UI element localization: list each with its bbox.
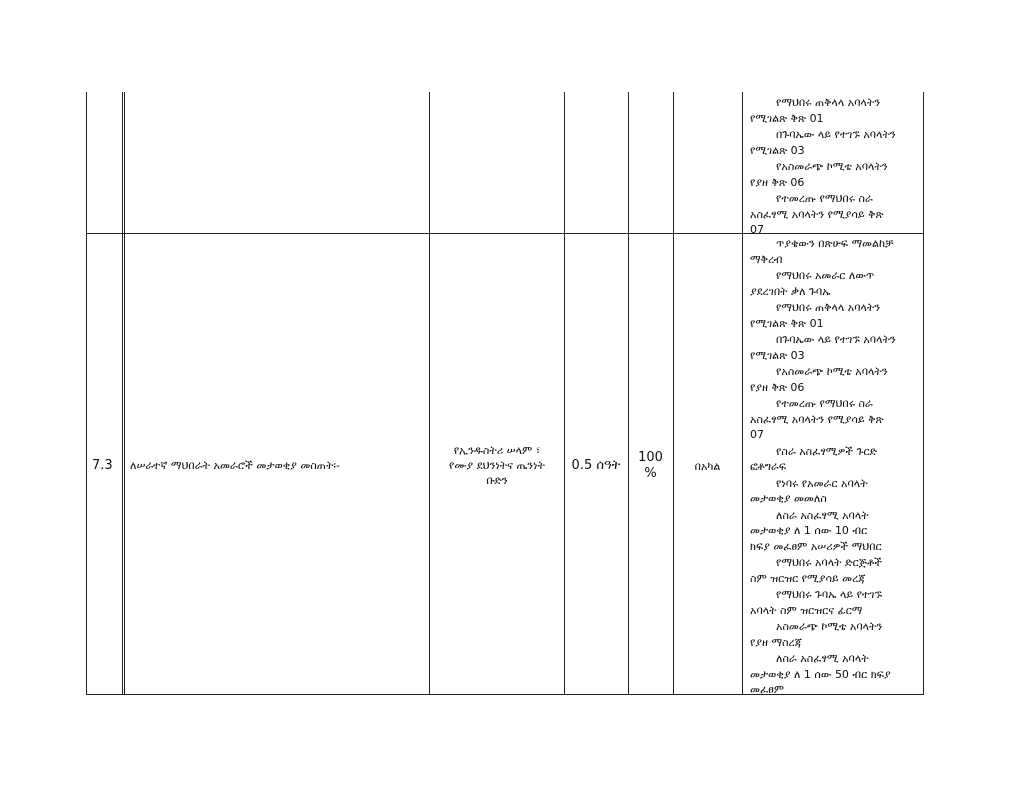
document-line: የተመረጡ የማህበሩ ስራ bbox=[776, 192, 873, 205]
document-line: የማህበሩ ጉባኤ ላይ የተገኙ bbox=[776, 588, 882, 601]
document-item bbox=[750, 508, 922, 555]
document-item bbox=[750, 444, 922, 475]
row-2-responsible bbox=[430, 443, 564, 488]
document-line: መታወቂያ ለ 1 ሰው 50 ብር ክፍያ bbox=[750, 667, 891, 681]
document-line: ክፍያ መፈፀም አሠሪዎች ማህበር bbox=[750, 539, 882, 553]
document-line: መታወቂያ ለ 1 ሰው 10 ብር bbox=[750, 524, 868, 537]
document-item bbox=[750, 619, 922, 650]
document-line: የሚገልጽ ቅጽ 01 bbox=[750, 111, 824, 125]
document-line: 07 bbox=[750, 428, 764, 441]
document-item bbox=[750, 396, 922, 443]
table-col-divider bbox=[124, 92, 125, 695]
document-line: የነባሩ የአመራር አባላት bbox=[776, 476, 868, 490]
table-col-divider bbox=[429, 92, 430, 695]
document-line: የስራ አስፈፃሚዎች ጉርድ bbox=[776, 444, 878, 458]
document-item bbox=[750, 364, 922, 395]
table-border-left bbox=[86, 92, 87, 695]
document-line: የአስመራጭ ኮሚቴ አባላትን bbox=[776, 365, 888, 378]
document-item bbox=[750, 95, 922, 126]
document-line: አስፈፃሚ አባላትን የሚያሳይ ቅጽ bbox=[750, 207, 884, 221]
document-item bbox=[750, 332, 922, 363]
table-border-right bbox=[923, 92, 924, 695]
row-1-documents bbox=[750, 95, 922, 239]
table-col-divider bbox=[742, 92, 743, 695]
row-2-location: በአካል bbox=[694, 460, 721, 473]
row-2-time: 0.5 ሰዓት bbox=[571, 458, 621, 473]
document-line: ያደረገበት ቃለ ጉባኤ bbox=[750, 284, 831, 298]
document-line: የያዘ ቅጽ 06 bbox=[750, 175, 805, 189]
document-line: የማህበሩ ጠቅላላ አባላትን bbox=[776, 301, 881, 314]
document-line: አባላት ስም ዝርዝርና ፊርማ bbox=[750, 603, 863, 617]
document-item bbox=[750, 159, 922, 190]
document-item bbox=[750, 555, 922, 586]
document-line: የሚገልጽ ቅጽ 01 bbox=[750, 316, 824, 330]
row-2-documents bbox=[750, 236, 922, 699]
document-line: መታወቂያ መመለስ bbox=[750, 492, 827, 505]
document-line: ለስራ አስፈፃሚ አባላት bbox=[776, 508, 869, 522]
document-line: የያዘ ቅጽ 06 bbox=[750, 380, 805, 394]
table-col-divider bbox=[673, 92, 674, 695]
document-line: ማቅረብ bbox=[750, 252, 783, 266]
document-line: ጥያቄውን በጽሁፍ ማመልከቻ bbox=[776, 237, 894, 250]
table-col-divider bbox=[564, 92, 565, 695]
document-line: ለስራ አስፈፃሚ አባላት bbox=[776, 652, 869, 665]
document-line: በጉባኤው ላይ የተገኙ አባላትን bbox=[776, 128, 896, 141]
document-line: መፈፀም bbox=[750, 683, 784, 696]
document-line: አስፈፃሚ አባላትን የሚያሳይ ቅጽ bbox=[750, 412, 884, 426]
document-line: የማህበሩ ጠቅላላ አባላትን bbox=[776, 96, 881, 109]
document-line: አስመራጭ ኮሚቴ አባላትን bbox=[776, 620, 883, 633]
row-2-percent bbox=[628, 450, 673, 482]
percent-sign: % bbox=[644, 466, 657, 481]
table-col-divider bbox=[122, 92, 123, 695]
row-2-activity: ለሠራተኛ ማህበራት አመራሮች መታወቂያ መስጠት፡- bbox=[130, 459, 340, 472]
document-line: የያዘ ማስረጃ bbox=[750, 635, 802, 649]
row-2-number: 7.3 bbox=[92, 458, 113, 473]
document-line: የሚገልጽ 03 bbox=[750, 348, 805, 362]
percent-value: 100 bbox=[638, 450, 663, 465]
document-line: የአስመራጭ ኮሚቴ አባላትን bbox=[776, 160, 888, 173]
document-item bbox=[750, 191, 922, 238]
document-line: ፎቶግራፍ bbox=[750, 460, 787, 473]
document-line: ስም ዝርዝር የሚያሳይ መረጃ bbox=[750, 571, 866, 585]
document-line: የሚገልጽ 03 bbox=[750, 143, 805, 157]
document-line: የማህበሩ አመራር ለውጥ bbox=[776, 269, 875, 282]
responsible-line: ቡድን bbox=[486, 474, 508, 487]
document-item bbox=[750, 587, 922, 618]
document-item bbox=[750, 476, 922, 507]
table-col-divider bbox=[628, 92, 629, 695]
document-item bbox=[750, 300, 922, 331]
document-line: በጉባኤው ላይ የተገኙ አባላትን bbox=[776, 333, 896, 346]
document-line: የማህበሩ አባላት ድርጅቶች bbox=[776, 556, 882, 569]
responsible-line: የኢንዱስትሪ ሠላም ፣ bbox=[453, 444, 541, 457]
document-line: የተመረጡ የማህበሩ ስራ bbox=[776, 397, 873, 410]
responsible-line: የሙያ ደህንነትና ጤንነት bbox=[449, 459, 545, 472]
document-item bbox=[750, 651, 922, 698]
document-line: 07 bbox=[750, 223, 764, 236]
document-item bbox=[750, 236, 922, 267]
document-item bbox=[750, 127, 922, 158]
document-item bbox=[750, 268, 922, 299]
